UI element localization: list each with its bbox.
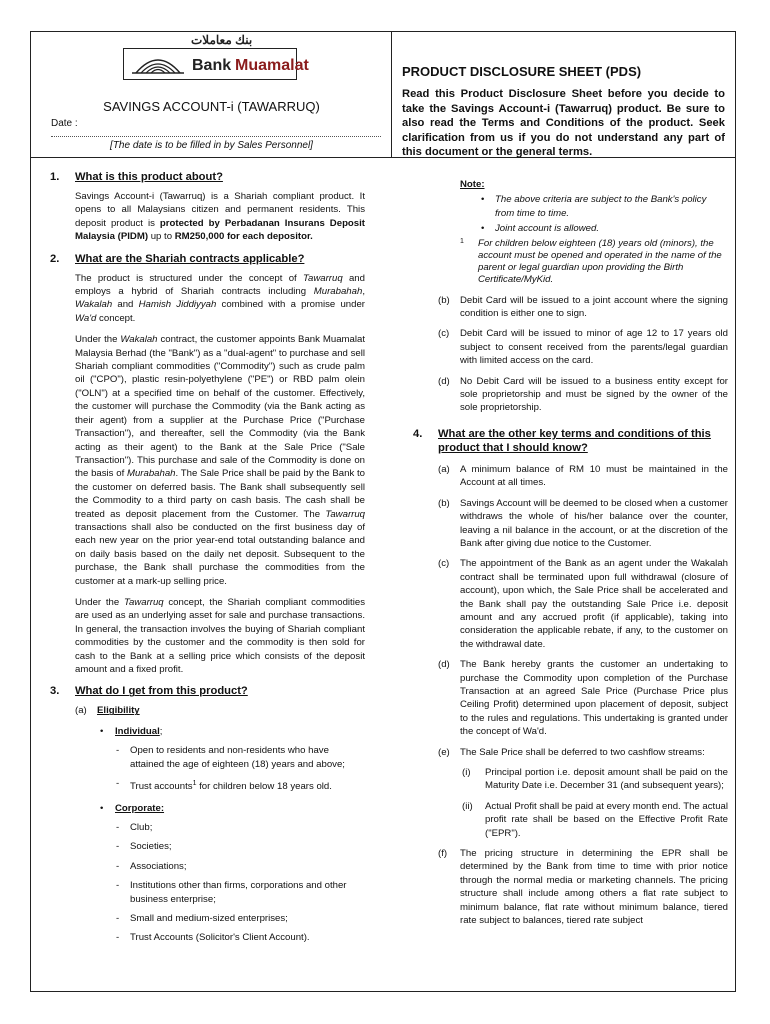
s2p1-a: The product is structured under the concept of xyxy=(75,272,304,284)
note-title: Note: xyxy=(460,179,485,190)
note-item xyxy=(413,193,728,220)
header-right-panel xyxy=(392,32,735,158)
list-item xyxy=(50,821,365,834)
section-3-heading xyxy=(50,684,365,698)
item-label: (d) xyxy=(438,659,450,671)
section-1-paragraph xyxy=(50,190,365,244)
section-3-title: What do I get from this product? xyxy=(75,685,248,698)
section-2-paragraph-1 xyxy=(50,272,365,326)
date-note: [The date is to be filled in by Sales Personnel] xyxy=(110,140,313,151)
section-4-title: What are the other key terms and conditions of this product that I should know? xyxy=(438,427,711,454)
header-left-panel xyxy=(31,32,392,158)
s2p2-a: Under the xyxy=(75,334,121,346)
s1-text-pidm: protected by Perbadanan Insurans Deposit Malaysia (PIDM) xyxy=(75,217,365,243)
section-4-item-a xyxy=(413,463,728,490)
note-item xyxy=(413,222,728,235)
item-label: (c) xyxy=(438,328,450,340)
dash-mark: - xyxy=(116,880,120,892)
section-3-item-b xyxy=(413,294,728,321)
section-4-item-f xyxy=(413,847,728,927)
s1-text-b: up to xyxy=(148,231,175,243)
right-column xyxy=(413,178,728,934)
item-label: (b) xyxy=(438,497,450,509)
sub-item-text: Principal portion i.e. deposit amount shall be paid on the Maturity Date i.e. December 31 (and subsequent years); xyxy=(485,767,728,792)
s2p1-wad: Wa'd xyxy=(75,312,97,324)
s2p2-wakalah: Wakalah xyxy=(120,334,158,346)
note-item-2: Joint account is allowed. xyxy=(495,223,599,235)
individual-bullet xyxy=(50,725,365,738)
item-text: No Debit Card will be issued to a business entity except for sole proprietorship and must be signed by the owner of the sole proprietorship. xyxy=(460,375,728,414)
dash-mark: - xyxy=(116,841,120,853)
section-1-title: What is this product about? xyxy=(75,171,223,183)
dash-mark: - xyxy=(116,778,120,790)
list-item xyxy=(50,777,365,794)
bullet-dot: • xyxy=(481,194,485,206)
s2p1-wakalah: Wakalah xyxy=(75,299,113,311)
pds-title: PRODUCT DISCLOSURE SHEET (PDS) xyxy=(402,64,642,79)
s1-text-a: Savings Account-i (Tawarruq) is a Shariah compliant product. It opens to all Malaysians citizen and permanent residents. This deposit product is xyxy=(75,191,365,229)
section-2-paragraph-2 xyxy=(50,333,365,588)
dash-mark: - xyxy=(116,745,120,757)
logo-text-muamalat: Muamalat xyxy=(235,57,309,74)
footnote-ref: 1 xyxy=(192,780,197,788)
footnote-number: 1 xyxy=(460,237,464,245)
item-text: A minimum balance of RM 10 must be maintained in the Account at all times. xyxy=(460,463,728,489)
section-4-item-d xyxy=(413,658,728,738)
eligibility-title: Eligibility xyxy=(97,705,140,717)
item-label: (a) xyxy=(438,463,450,475)
section-2-number: 2. xyxy=(50,252,60,265)
sub-item-text: Actual Profit shall be paid at every month end. The actual profit rate shall be based on the Effective Profit Rate ("EPR"). xyxy=(485,800,729,839)
left-column xyxy=(50,170,365,951)
section-4-number: 4. xyxy=(413,427,423,440)
section-4-item-b xyxy=(413,497,728,551)
item-text: The appointment of the Bank as an agent under the Wakalah contract shall be terminated upon full withdrawal (closure of account), upon which, the Sale Price shall be accelerated and the Bank shall pay the outstanding Sale Price i.e. deposit amount and any accrued profit (if applicable), taking into consideration the applicable rebate, if any, to the customer on the withdrawal date. xyxy=(460,558,728,650)
item-text: Debit Card will be issued to a joint account where the signing condition is either one to sign. xyxy=(460,294,728,320)
item-text: The Sale Price shall be deferred to two cashflow streams: xyxy=(460,746,705,758)
eligibility-label: (a) xyxy=(75,705,87,717)
corporate-title: Corporate: xyxy=(115,802,165,814)
dash-mark: - xyxy=(116,932,120,944)
s2p1-f: concept. xyxy=(96,312,136,324)
logo-arabic-text: بنك معاملات xyxy=(191,33,253,47)
section-3-number: 3. xyxy=(50,685,60,698)
section-1-number: 1. xyxy=(50,171,60,183)
item-label: (b) xyxy=(438,294,450,306)
section-4-item-e xyxy=(413,746,728,759)
s2p2-tawarruq: Tawarruq xyxy=(325,508,365,520)
section-3-item-d xyxy=(413,375,728,415)
s2p2-murabahah: Murabahah xyxy=(126,468,176,480)
s2p3-tawarruq: Tawarruq xyxy=(123,596,164,608)
s2p1-hamish: Hamish Jiddiyyah xyxy=(138,299,217,311)
list-item xyxy=(50,860,365,873)
s2p1-tawarruq: Tawarruq xyxy=(303,272,343,284)
note-item-1: The above criteria are subject to the Bank's policy from time to time. xyxy=(495,194,707,219)
footnote-text: For children below eighteen (18) years old (minors), the account must be opened and operated in the name of the parent or legal guardian upon providing the Birth Certificate/MyKid. xyxy=(478,237,722,285)
list-item xyxy=(50,840,365,853)
section-4-heading xyxy=(413,427,728,455)
corporate-item-1: Club; xyxy=(130,822,153,834)
section-2-paragraph-3 xyxy=(50,596,365,676)
item-text: The Bank hereby grants the customer an undertaking to purchase the Commodity upon completion of the Purchase Transaction at an agreed Sale Price (Purchase Price plus Ceiling Profit) determined upon placement of deposit, subject to the rules and regulations. This undertaking is granted under the concept of Wa'd. xyxy=(460,659,728,738)
s1-text-limit: RM250,000 for each depositor. xyxy=(174,231,313,243)
s2p1-d: and xyxy=(112,299,139,311)
dash-mark: - xyxy=(116,860,120,872)
list-item xyxy=(50,931,365,944)
bullet-dot: • xyxy=(100,802,104,814)
item-text: Savings Account will be deemed to be closed when a customer withdraws the whole of his/her balance over the counter, leaving a nil balance in the account, or at the discretion of the Bank after giving due notice to the Customer. xyxy=(460,497,728,549)
s2p1-b: and employs a hybrid of Shariah contracts including xyxy=(75,272,365,298)
bullet-dot: • xyxy=(100,725,104,737)
eligibility-heading xyxy=(50,704,365,717)
section-2-heading xyxy=(50,252,365,266)
item-label: (d) xyxy=(438,375,450,387)
sub-item-label: (i) xyxy=(462,767,471,778)
s2p1-e: combined with a promise under xyxy=(216,299,365,311)
corporate-item-2: Societies; xyxy=(130,841,172,853)
list-item xyxy=(50,744,365,771)
s2p1-c: , xyxy=(362,286,365,298)
date-label: Date : xyxy=(51,118,78,129)
s2p1-murabahah: Murabahah xyxy=(313,286,363,298)
individual-item-1: Open to residents and non-residents who have attained the age of eighteen (18) years and above; xyxy=(130,745,345,770)
individual-title: Individual xyxy=(115,725,160,737)
corporate-bullet xyxy=(50,802,365,815)
corporate-item-4: Institutions other than firms, corporations and other business enterprise; xyxy=(130,880,347,905)
s2p2-d: transactions shall also be conducted on the first business day of each new year on the prior year-end total outstanding balance and on daily basis based on the daily net deposit. Subsequent to the purchase, the Bank shall purchase the commodities from the customer at a mark-up selling price. xyxy=(75,521,365,587)
corporate-item-5: Small and medium-sized enterprises; xyxy=(130,913,288,925)
section-4-item-c xyxy=(413,557,728,651)
bullet-dot: • xyxy=(481,223,485,235)
item-text: The pricing structure in determining the EPR shall be determined by the Bank from time to time with prior notice through the normal media or marketing channels. The pricing structure shall include among others a flat rate subject to minimum balance, flat rate without minimum balance, tiered rate subject to balances, tiered rate subject xyxy=(460,848,728,927)
individual-item-2-tail: for children below 18 years old. xyxy=(196,781,332,793)
dash-mark: - xyxy=(116,822,120,834)
s2p2-b: contract, the customer appoints Bank Muamalat Malaysia Berhad (the "Bank") as a "dual-agent" to purchase and sell Shariah compliant commodities ("Commodity") such as crude palm oil ("CPO"), plastic resin-polyethylene ("PE") or RBD palm olein ("OLN") at a specified time on behalf of the customer. Effectively, the customer will purchase the Commodity (via the Bank acting as their agent) from a supplier at the Purchase Price ("Purchase Transaction"), and thereafter, sell the Commodity (via the Bank acting as their agent) to the Bank at the Sale Price ("Sale Transaction"). This purchase and sale of the Commodity is done on the basis of xyxy=(75,334,365,480)
item-text: Debit Card will be issued to minor of age 12 to 17 years old subject to consent received from the parents/legal guardian with limited access on the card. xyxy=(460,328,728,367)
pds-intro: Read this Product Disclosure Sheet before you decide to take the Savings Account-i (Tawarruq) product. Be sure to also read the Terms and Conditions of the product. Seek clarification from us if you do not understand any part of this document or the general terms. xyxy=(402,88,725,158)
logo-text-bank: Bank xyxy=(192,57,232,74)
sub-item-label: (ii) xyxy=(462,800,473,812)
section-1-heading xyxy=(50,170,365,184)
footnote xyxy=(413,238,728,286)
item-label: (f) xyxy=(438,848,448,860)
list-item xyxy=(50,912,365,925)
s2p3-a: Under the xyxy=(75,596,124,608)
item-label: (e) xyxy=(438,746,450,758)
corporate-item-3: Associations; xyxy=(130,860,187,872)
date-entry-line xyxy=(51,136,381,137)
section-3-item-c xyxy=(413,327,728,367)
corporate-item-6: Trust Accounts (Solicitor's Client Account). xyxy=(130,932,310,944)
bank-arch-logo-icon xyxy=(130,53,186,75)
bank-logo xyxy=(123,48,309,80)
dash-mark: - xyxy=(116,913,120,925)
s2p2-c: . The Sale Price shall be paid by the Bank to the customer on deferred basis. The Bank shall subsequently sell the Commodity to a third party on cash basis. The cash shall be treated as deposit placement from the Customer. The xyxy=(75,468,365,520)
list-item xyxy=(50,879,365,906)
product-title: SAVINGS ACCOUNT-i (TAWARRUQ) xyxy=(103,99,320,114)
individual-item-2: Trust accounts xyxy=(130,781,193,793)
section-4-item-e-i xyxy=(413,766,728,793)
individual-colon: ; xyxy=(159,725,163,737)
section-2-title: What are the Shariah contracts applicable? xyxy=(75,252,305,265)
s2p3-b: concept, the Shariah compliant commodities are used as an underlying asset for sale and purchase transactions. In general, the transaction involves the buying of Shariah compliant commodities by the customer and the commodity is then sold for cash to the Bank at a selling price which consists of the deposit amount and a fixed profit. xyxy=(75,596,365,675)
item-label: (c) xyxy=(438,558,450,570)
section-4-item-e-ii xyxy=(413,800,728,840)
